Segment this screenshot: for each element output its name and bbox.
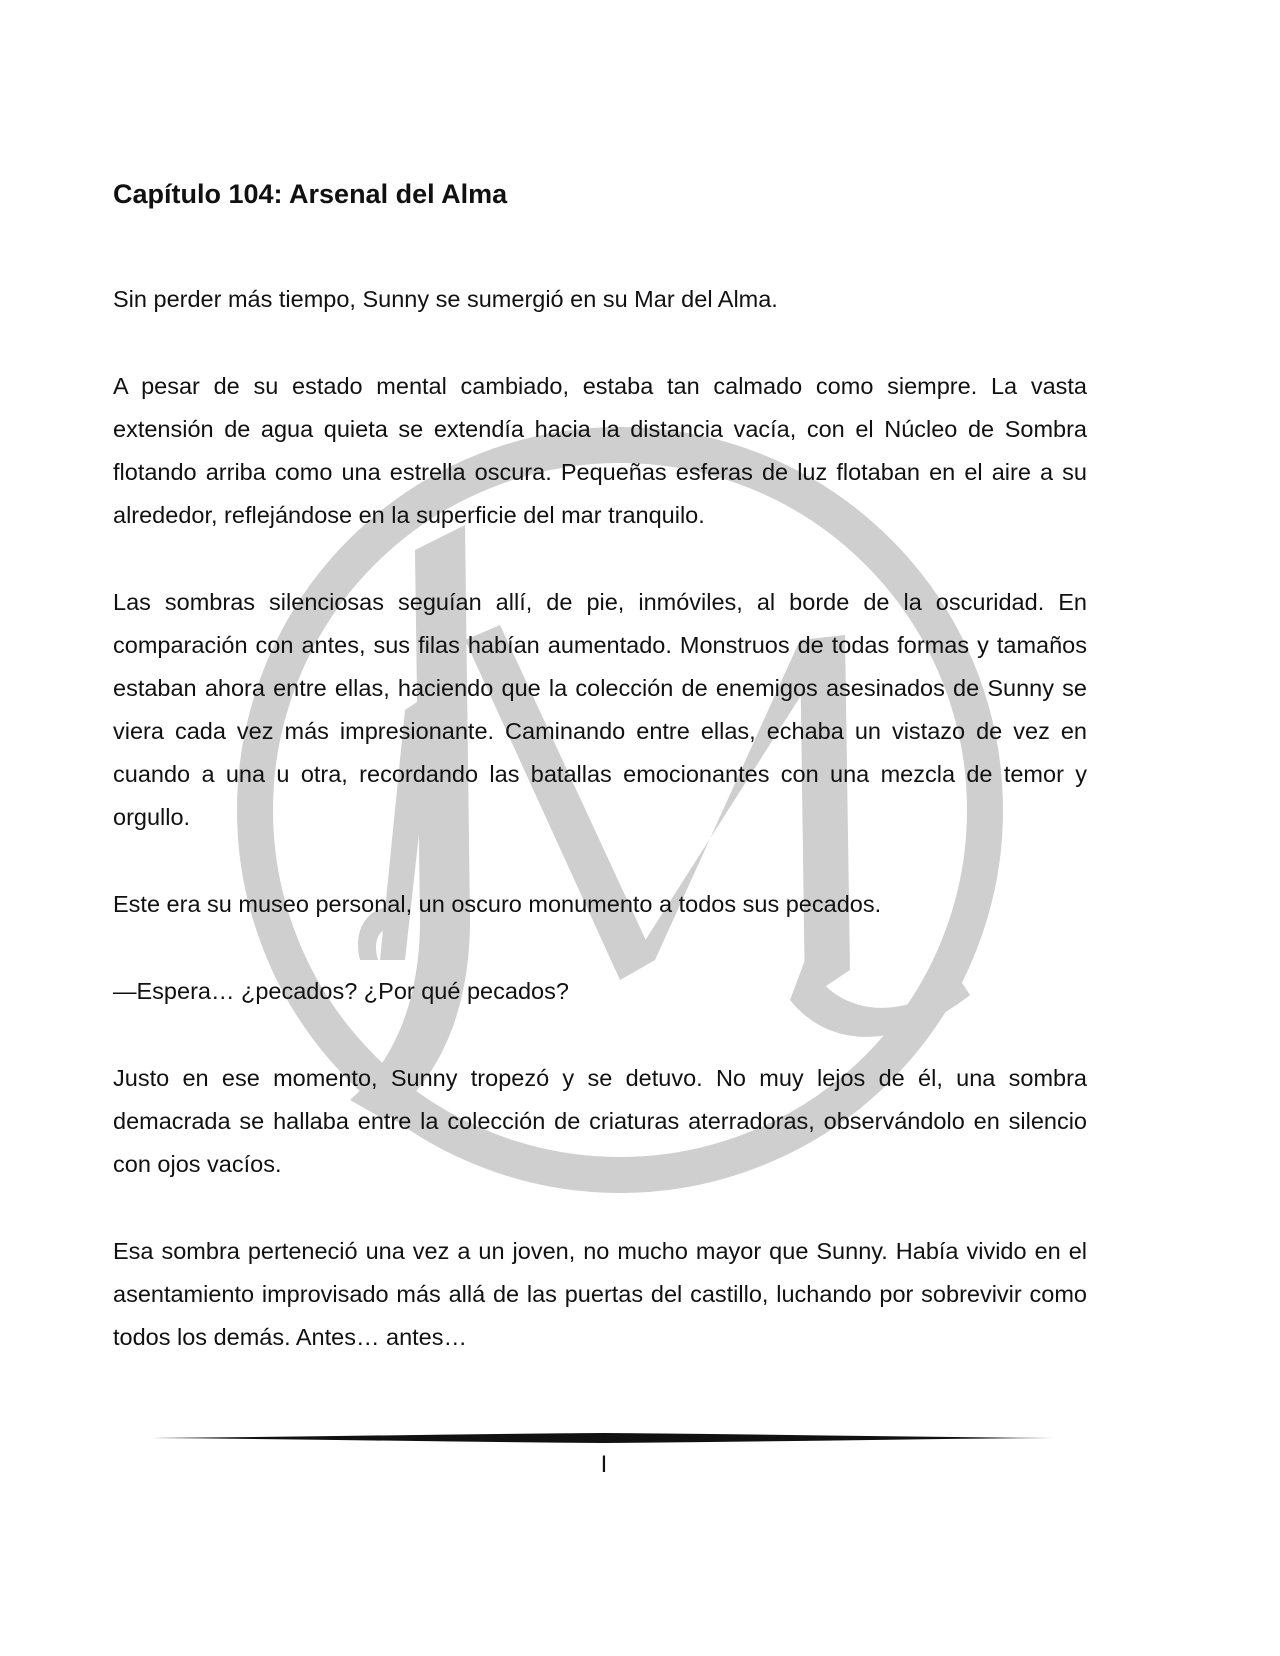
footer-divider [152,1431,1054,1445]
paragraph: Esa sombra perteneció una vez a un joven, no mucho mayor que Sunny. Había vivido en el asentamiento improvisado más allá de las puertas del castillo, luchando por sobrevivir como todos los demás. Antes… antes… [113,1238,1087,1350]
paragraph: Las sombras silenciosas seguían allí, de pie, inmóviles, al borde de la oscuridad. En comparación con antes, sus filas habían aumentado. Monstruos de todas formas y tamaños estaban ahora entre ellas, haciendo que la colección de enemigos asesinados de Sunny se viera cada vez más impresionante. Caminando entre ellas, echaba un vistazo de vez en cuando a una u otra, recordando las batallas emocionantes con una mezcla de temor y orgullo. [113,589,1087,830]
page-number: I [600,1451,608,1478]
paragraph: A pesar de su estado mental cambiado, estaba tan calmado como siempre. La vasta extensión de agua quieta se extendía hacia la distancia vacía, con el Núcleo de Sombra flotando arriba como una estrella oscura. Pequeñas esferas de luz flotaban en el aire a su alrededor, reflejándose en la superficie del mar tranquilo. [113,373,1087,528]
paragraph: Este era su museo personal, un oscuro monumento a todos sus pecados. [113,891,882,917]
paragraph: Sin perder más tiempo, Sunny se sumergió en su Mar del Alma. [113,286,778,312]
chapter-title: Capítulo 104: Arsenal del Alma [113,179,508,209]
document-body [113,170,1087,1359]
paragraph: —Espera… ¿pecados? ¿Por qué pecados? [113,978,569,1004]
paragraph: Justo en ese momento, Sunny tropezó y se detuvo. No muy lejos de él, una sombra demacrada se hallaba entre la colección de criaturas aterradoras, observándolo en silencio con ojos vacíos. [113,1065,1087,1177]
